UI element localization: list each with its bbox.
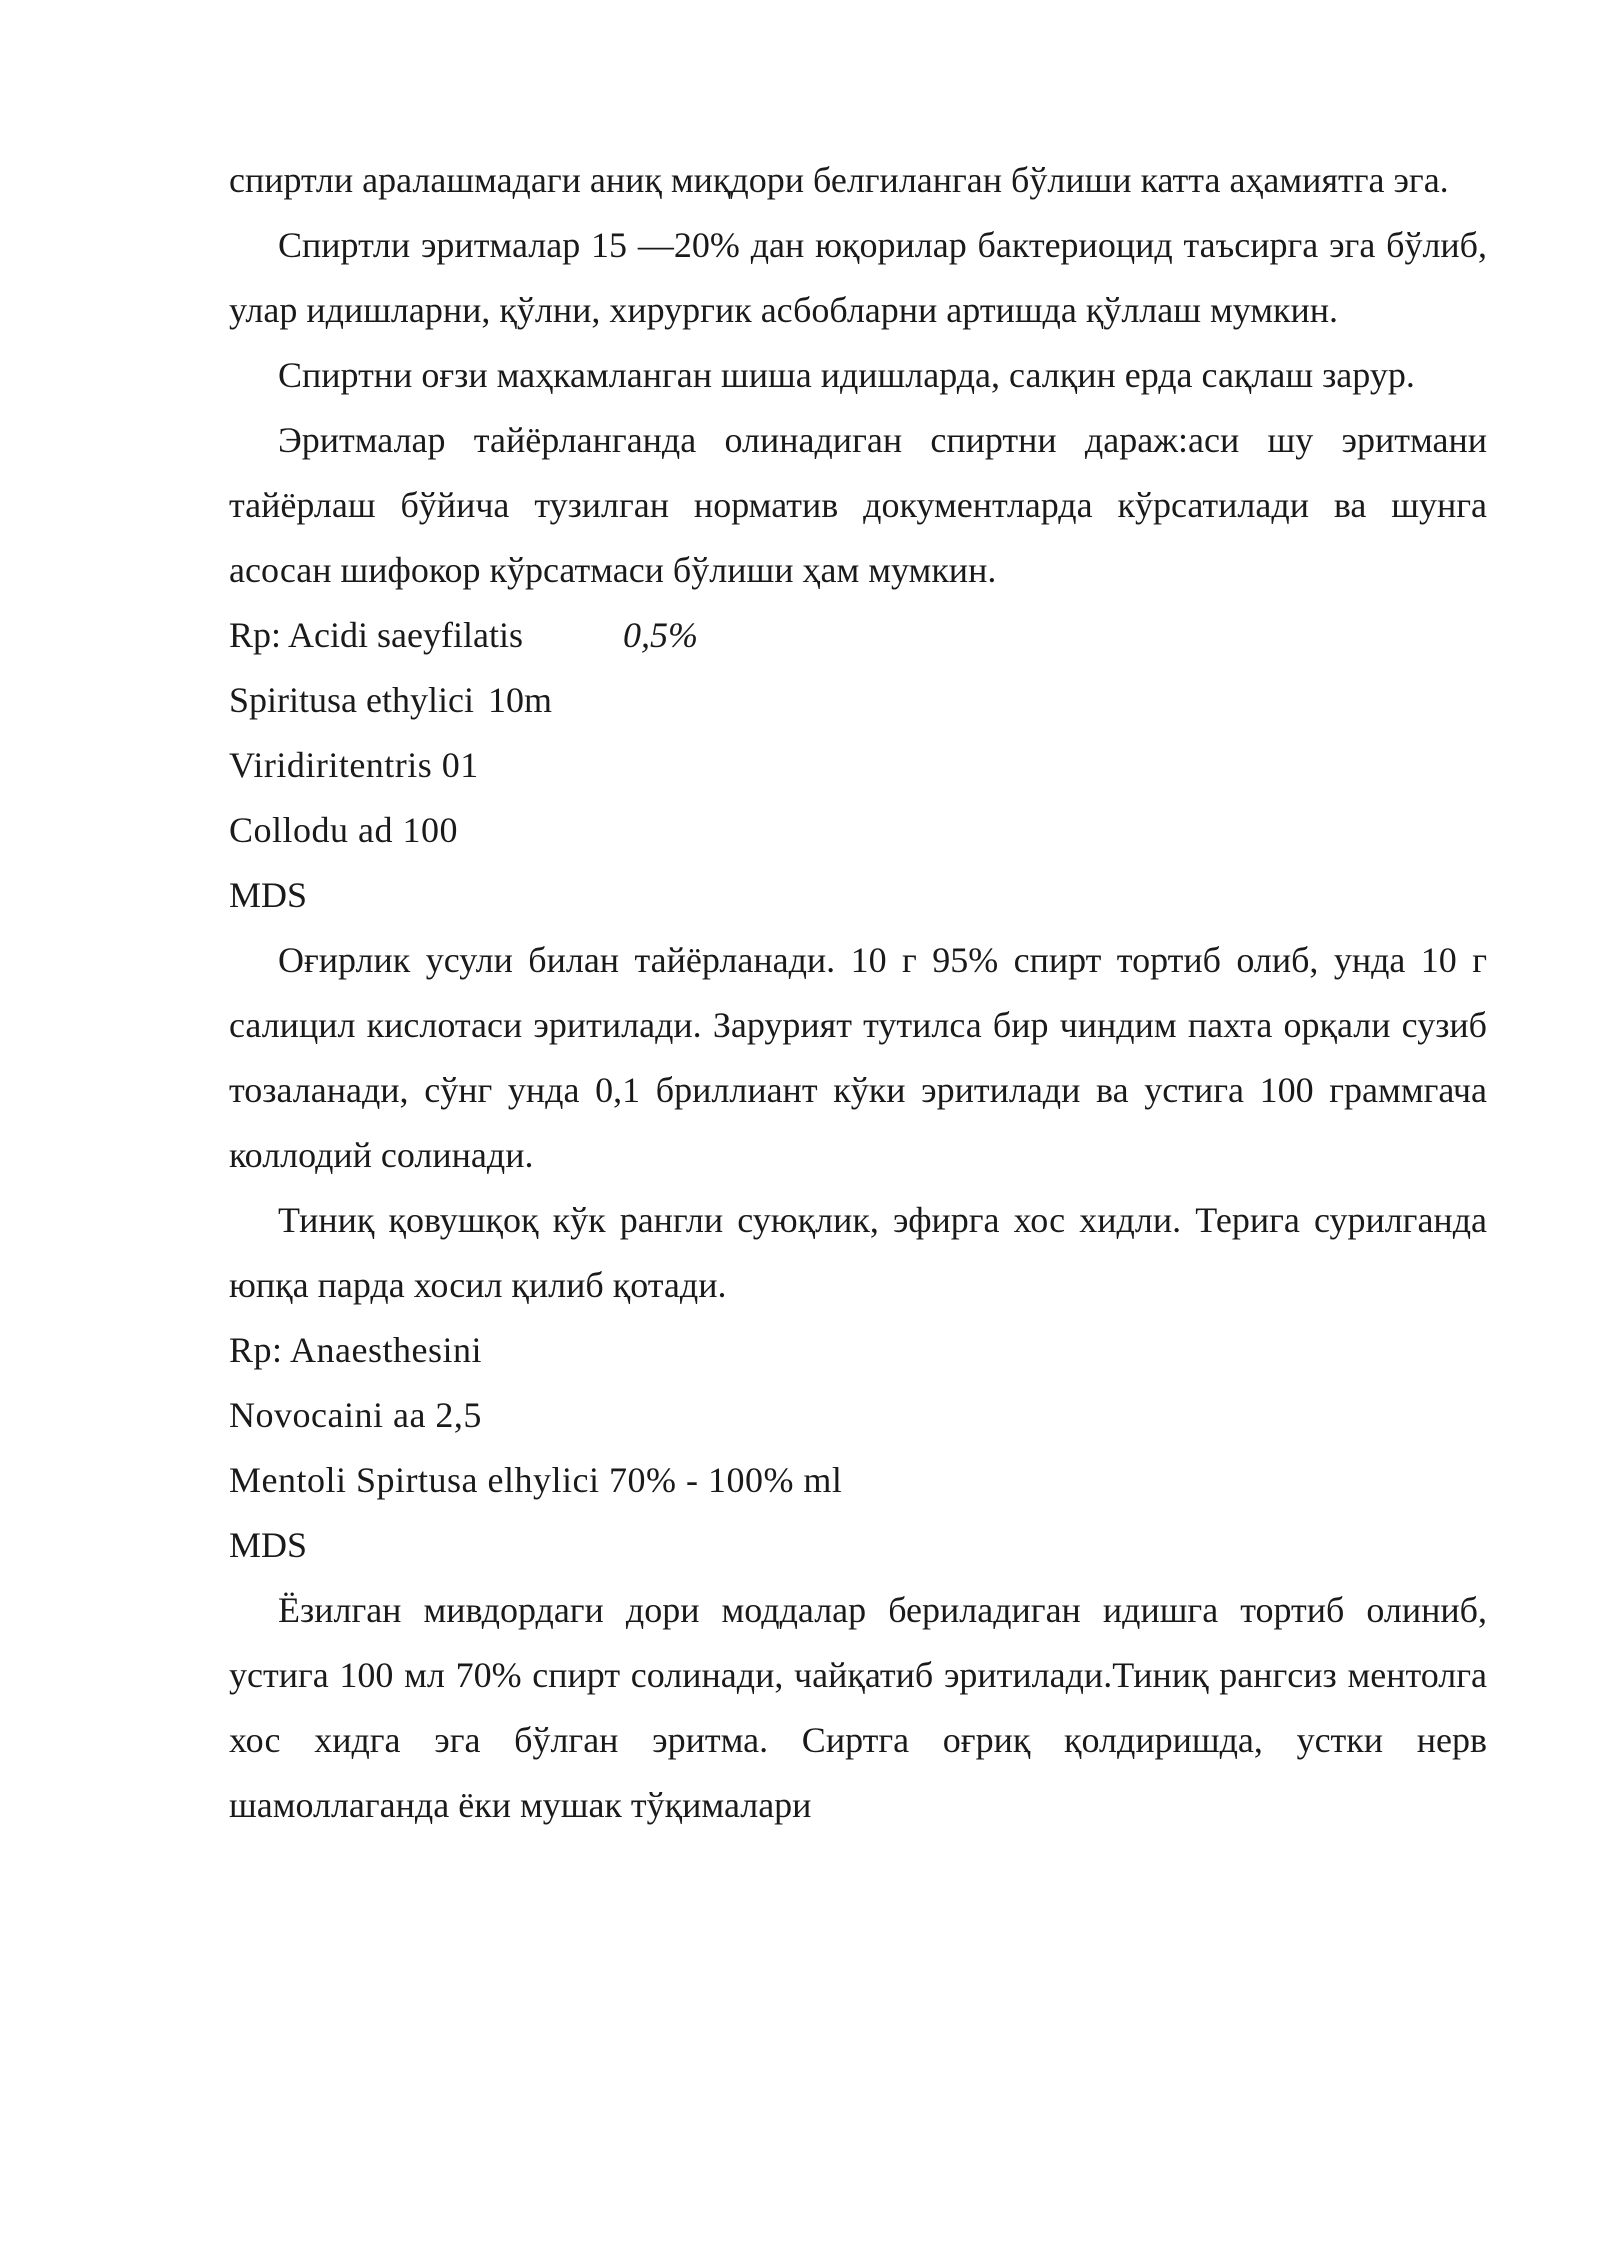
recipe-line: Viridiritentris 01 bbox=[229, 745, 479, 785]
recipe-signature: MDS bbox=[229, 1525, 308, 1565]
paragraph-description: Тиниқ қовушқоқ кўк рангли суюқлик, эфирга хос хидли. Терига сурилганда юпқа парда хосил қилиб қотади. bbox=[229, 1200, 1487, 1305]
recipe-line: Rp: Anaesthesini bbox=[229, 1330, 482, 1370]
recipe-dose: 0,5% bbox=[622, 615, 698, 655]
recipe-signature: MDS bbox=[229, 875, 308, 915]
body-text bbox=[229, 148, 1487, 1838]
recipe-line: Novocaini aa 2,5 bbox=[229, 1395, 482, 1435]
paragraph-concentration: Эритмалар тайёрланганда олинадиган спиртни дараж:аси шу эритмани тайёрлаш бўйича тузилган норматив документларда кўрсатилади ва шунга асосан шифокор кўрсатмаси бўлиши ҳам мумкин. bbox=[229, 420, 1487, 590]
recipe-salicylic bbox=[229, 603, 1487, 928]
paragraph-storage: Спиртни оғзи маҳкамланган шиша идишларда, салқин ерда сақлаш зарур. bbox=[278, 355, 1415, 395]
recipe-ingredient: Rp: Acidi saeyfilatis bbox=[229, 615, 523, 655]
recipe-ingredient: Spiritusa ethylici bbox=[229, 680, 474, 720]
paragraph-menthol-solution: Ёзилган мивдордаги дори моддалар бериладиган идишга тортиб олиниб, устига 100 мл 70% спирт солинади, чайқатиб эритилади.Тиниқ рангсиз ментолга хос хидга эга бўлган эритма. Сиртга оғриқ қолдиришда, устки нерв шамоллаганда ёки мушак тўқималари bbox=[229, 1590, 1487, 1825]
recipe-line: Collodu ad 100 bbox=[229, 810, 458, 850]
paragraph-continuation: спиртли аралашмадаги аниқ миқдори белгиланган бўлиши катта аҳамиятга эга. bbox=[229, 160, 1449, 200]
recipe-anaesthesin bbox=[229, 1318, 1487, 1578]
recipe-line bbox=[229, 603, 1487, 668]
paragraph-preparation: Оғирлик усули билан тайёрланади. 10 г 95% спирт тортиб олиб, унда 10 г салицил кислотаси эритилади. Зарурият тутилса бир чиндим пахта орқали сузиб тозаланади, сўнг унда 0,1 бриллиант кўки эритилади ва устига 100 граммгача коллодий солинади. bbox=[229, 940, 1487, 1175]
recipe-line: Mentoli Spirtusa elhylici 70% - 100% ml bbox=[229, 1460, 843, 1500]
recipe-quantity: 10m bbox=[487, 680, 552, 720]
paragraph-bactericidal: Спиртли эритмалар 15 —20% дан юқорилар бактериоцид таъсирга эга бўлиб, улар идишларни, қўлни, хирургик асбобларни артишда қўллаш мумкин. bbox=[229, 225, 1487, 330]
recipe-line bbox=[229, 668, 1487, 733]
